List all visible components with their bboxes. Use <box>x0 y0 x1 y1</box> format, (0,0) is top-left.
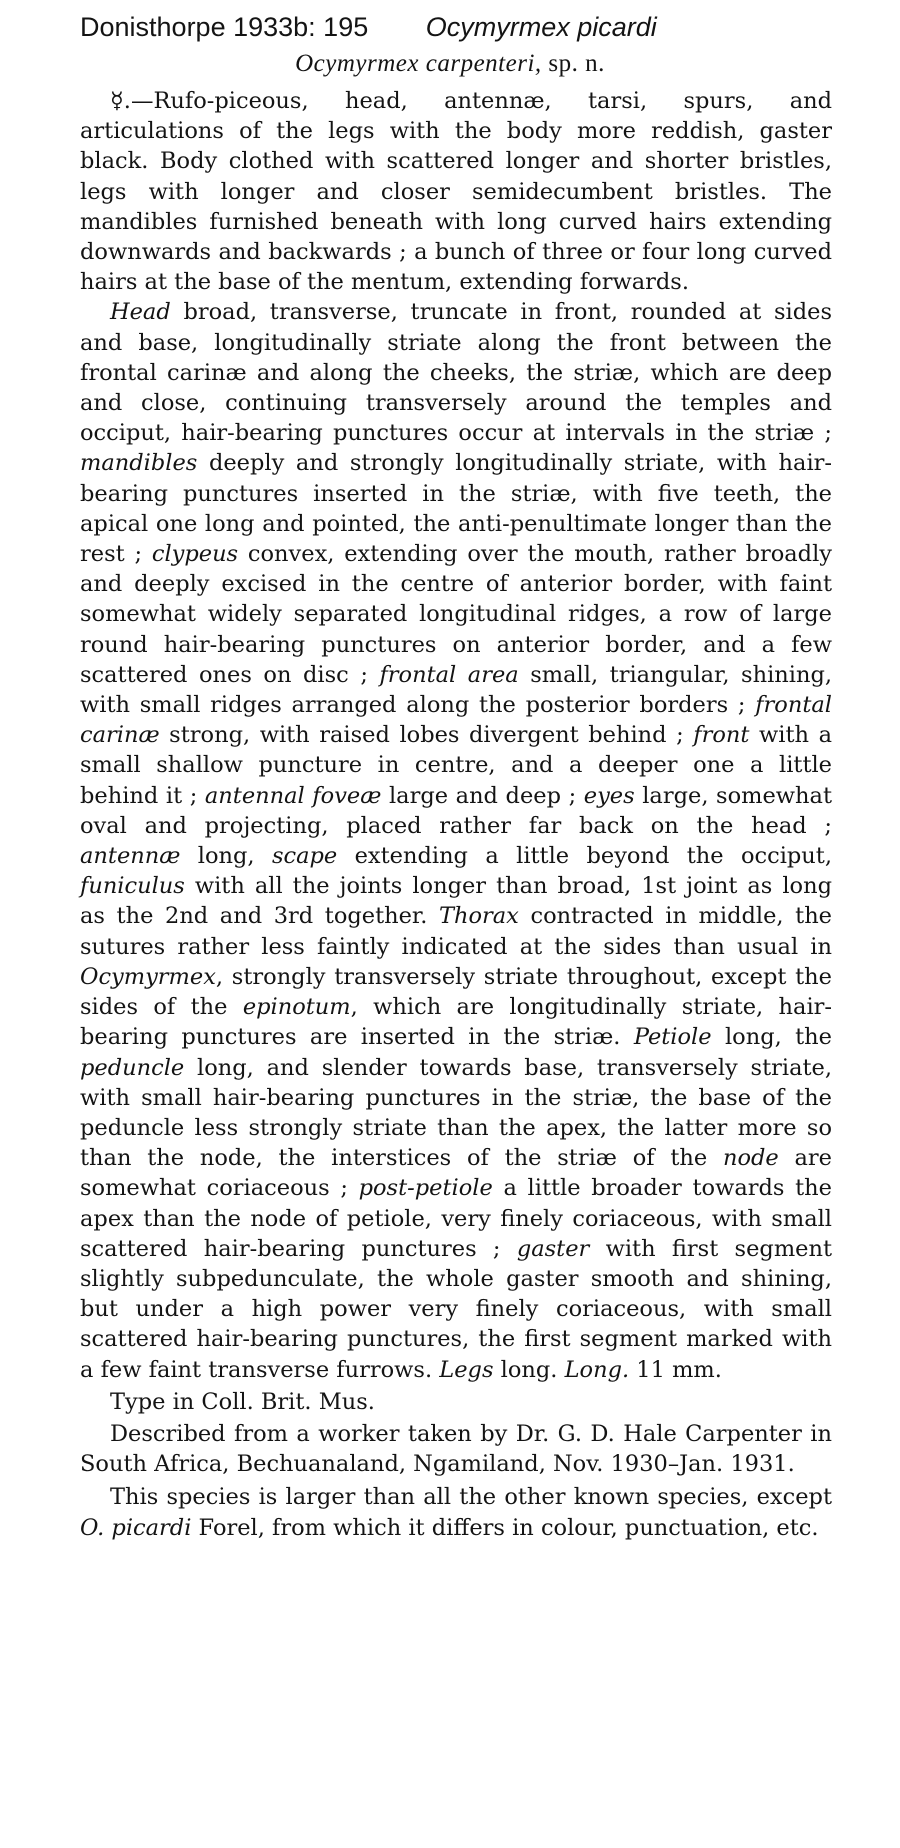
text-segment: large, somewhat oval and projecting, placed rather far back on the head ; <box>80 782 833 839</box>
term-thorax: Thorax <box>438 903 519 930</box>
text-segment: Forel, from which it differs in colour, punctuation, etc. <box>191 1514 819 1541</box>
citation-reference: Donisthorpe 1933b: 195 <box>80 12 369 42</box>
text-segment: long. <box>493 1356 565 1383</box>
term-legs: Legs <box>439 1356 494 1383</box>
species-name: Ocymyrmex carpenteri, <box>295 50 542 77</box>
text-segment: This species is larger than all the other known species, except <box>110 1484 832 1511</box>
text-segment: large and deep ; <box>381 782 584 809</box>
paragraph-comparison <box>80 1482 832 1542</box>
text-segment: strong, with raised lobes divergent behind ; <box>159 722 694 749</box>
species-title <box>0 48 900 80</box>
text-segment: broad, transverse, truncate in front, rounded at sides and base, longitudinally striate along the front between the frontal carinæ and along the cheeks, the striæ, which are deep and close, continuing transversely around the temples and occiput, hair-bearing punctures occur at intervals in the striæ ; <box>80 299 832 447</box>
text-segment: with first segment slightly subpedunculate, the whole gaster smooth and shining, but under a high power very finely coriaceous, with small scattered hair-bearing punctures, the first segment marked with a few faint transverse furrows. <box>80 1235 832 1383</box>
term-genus-name: Ocymyrmex <box>80 963 216 990</box>
paragraph-type-deposition: Type in Coll. Brit. Mus. <box>110 1388 375 1415</box>
term-funiculus: funiculus <box>80 873 185 900</box>
text-segment: extending a little beyond the occiput, <box>337 843 832 870</box>
text-segment: , strongly transversely striate throughout, except the sides of the <box>80 963 832 1021</box>
term-node: node <box>722 1145 779 1172</box>
text-segment: contracted in middle, the sutures rather less faintly indicated at the sides than usual in <box>80 903 833 960</box>
text-segment: long, <box>180 843 272 870</box>
text-segment: with a small shallow puncture in centre, and a deeper one a little behind it ; <box>80 722 832 809</box>
species-rank: sp. n. <box>541 50 605 77</box>
text-segment: small, triangular, shining, with small ridges arranged along the posterior borders ; <box>80 661 833 719</box>
term-peduncle: peduncle <box>80 1054 185 1081</box>
term-epinotum: epinotum <box>242 994 351 1021</box>
description-body <box>80 86 832 1543</box>
paragraph-collection-data: Described from a worker taken by Dr. G. D. Hale Carpenter in South Africa, Bechuanaland, Ngamiland, Nov. 1930–Jan. 1931. <box>80 1420 832 1478</box>
term-frontal-area: frontal area <box>379 661 519 688</box>
paragraph-colouration: ☿.—Rufo-piceous, head, antennæ, tarsi, spurs, and articulations of the legs with the body more reddish, gaster black. Body clothed with scattered longer and shorter bristles, legs with longer and closer semidecumbent bristles. The mandibles furnished beneath with long curved hairs extending downwards and backwards ; a bunch of three or four long curved hairs at the base of the mentum, extending forwards. <box>80 88 832 296</box>
term-mandibles: mandibles <box>80 450 198 477</box>
term-eyes: eyes <box>583 782 635 809</box>
term-compared-species: O. picardi <box>80 1514 192 1541</box>
term-front: front <box>693 722 750 749</box>
text-segment: with all the joints longer than broad, 1st joint as long as the 2nd and 3rd together. <box>80 873 832 930</box>
term-gaster: gaster <box>516 1235 590 1262</box>
text-segment: a little broader towards the apex than the node of petiole, very finely coriaceous, with small scattered hair-bearing punctures ; <box>80 1175 832 1262</box>
text-segment: , which are longitudinally striate, hair-bearing punctures are inserted in the striæ. <box>80 994 832 1051</box>
page-header <box>80 10 657 44</box>
text-segment: long, the <box>711 1024 832 1051</box>
term-antennal-foveae: antennal foveæ <box>204 782 382 809</box>
term-frontal-carinae: frontal carinæ <box>80 692 832 749</box>
term-length: Long. <box>564 1356 630 1383</box>
text-segment: 11 mm. <box>629 1356 722 1383</box>
text-segment: long, and slender towards base, transversely striate, with small hair-bearing punctures in the striæ, the base of the peduncle less strongly striate than the apex, the latter more so than the node, the interstices of the striæ of the <box>80 1054 832 1172</box>
term-head: Head <box>110 299 171 326</box>
term-clypeus: clypeus <box>151 541 239 568</box>
paragraph-morphology <box>80 297 832 1384</box>
text-segment: deeply and strongly longitudinally striate, with hair-bearing punctures inserted in the striæ, with five teeth, the apical one long and pointed, the anti-penultimate longer than the rest ; <box>80 450 832 568</box>
valid-species-name: Ocymyrmex picardi <box>425 12 657 42</box>
term-scape: scape <box>271 843 338 870</box>
term-post-petiole: post-petiole <box>358 1175 493 1202</box>
term-petiole: Petiole <box>633 1024 712 1051</box>
text-segment: are somewhat coriaceous ; <box>80 1145 832 1202</box>
term-antennae: antennæ <box>80 843 181 870</box>
text-segment: convex, extending over the mouth, rather broadly and deeply excised in the centre of anterior border, with faint somewhat widely separated longitudinal ridges, a row of large round hair-bearing punctures on anterior border, and a few scattered ones on disc ; <box>80 541 832 688</box>
